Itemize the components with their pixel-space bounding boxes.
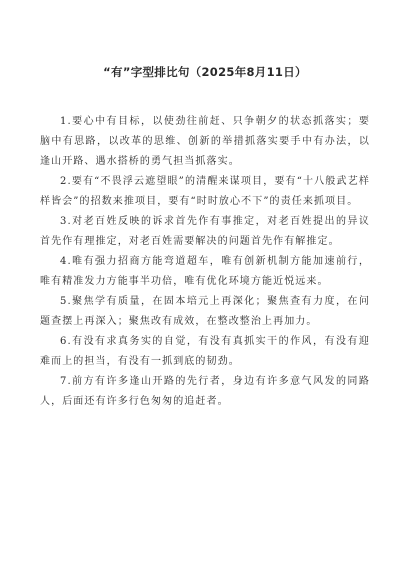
paragraph-1: 1.要心中有目标，以使劲往前赶、只争朝夕的状态抓落实；要脑中有思路，以改革的思维、创新的举措抓落实要手中有办法，以逢山开路、遇水搭桥的勇气担当抓落实。 (40, 116, 370, 167)
paragraph-6: 6.有没有求真务实的自觉，有没有真抓实干的作风，有没有迎难而上的担当，有没有一抓到底的韧劲。 (40, 336, 370, 367)
document-title: “有”字型排比句（2025年8月11日） (103, 65, 307, 79)
paragraph-4: 4.唯有强力招商方能弯道超车，唯有创新机制方能加速前行，唯有精准发力方能事半功倍，唯有优化环境方能近悦远来。 (40, 256, 370, 287)
paragraph-2: 2.要有“不畏浮云遮望眼”的清醒来谋项目，要有“十八般武艺样样皆会”的招数来推项目，要有“时时放心不下”的责任来抓项目。 (40, 176, 370, 207)
paragraph-7: 7.前方有许多逢山开路的先行者，身边有许多意气风发的同路人，后面还有许多行色匆匆的追赶者。 (40, 376, 370, 407)
paragraph-3: 3.对老百姓反映的诉求首先作有事推定，对老百姓提出的异议首先作有理推定，对老百姓需要解决的问题首先作有解推定。 (40, 216, 370, 247)
paragraph-5: 5.聚焦学有质量，在固本培元上再深化；聚焦查有力度，在问题查摆上再深入；聚焦改有成效，在整改整治上再加力。 (40, 296, 370, 327)
